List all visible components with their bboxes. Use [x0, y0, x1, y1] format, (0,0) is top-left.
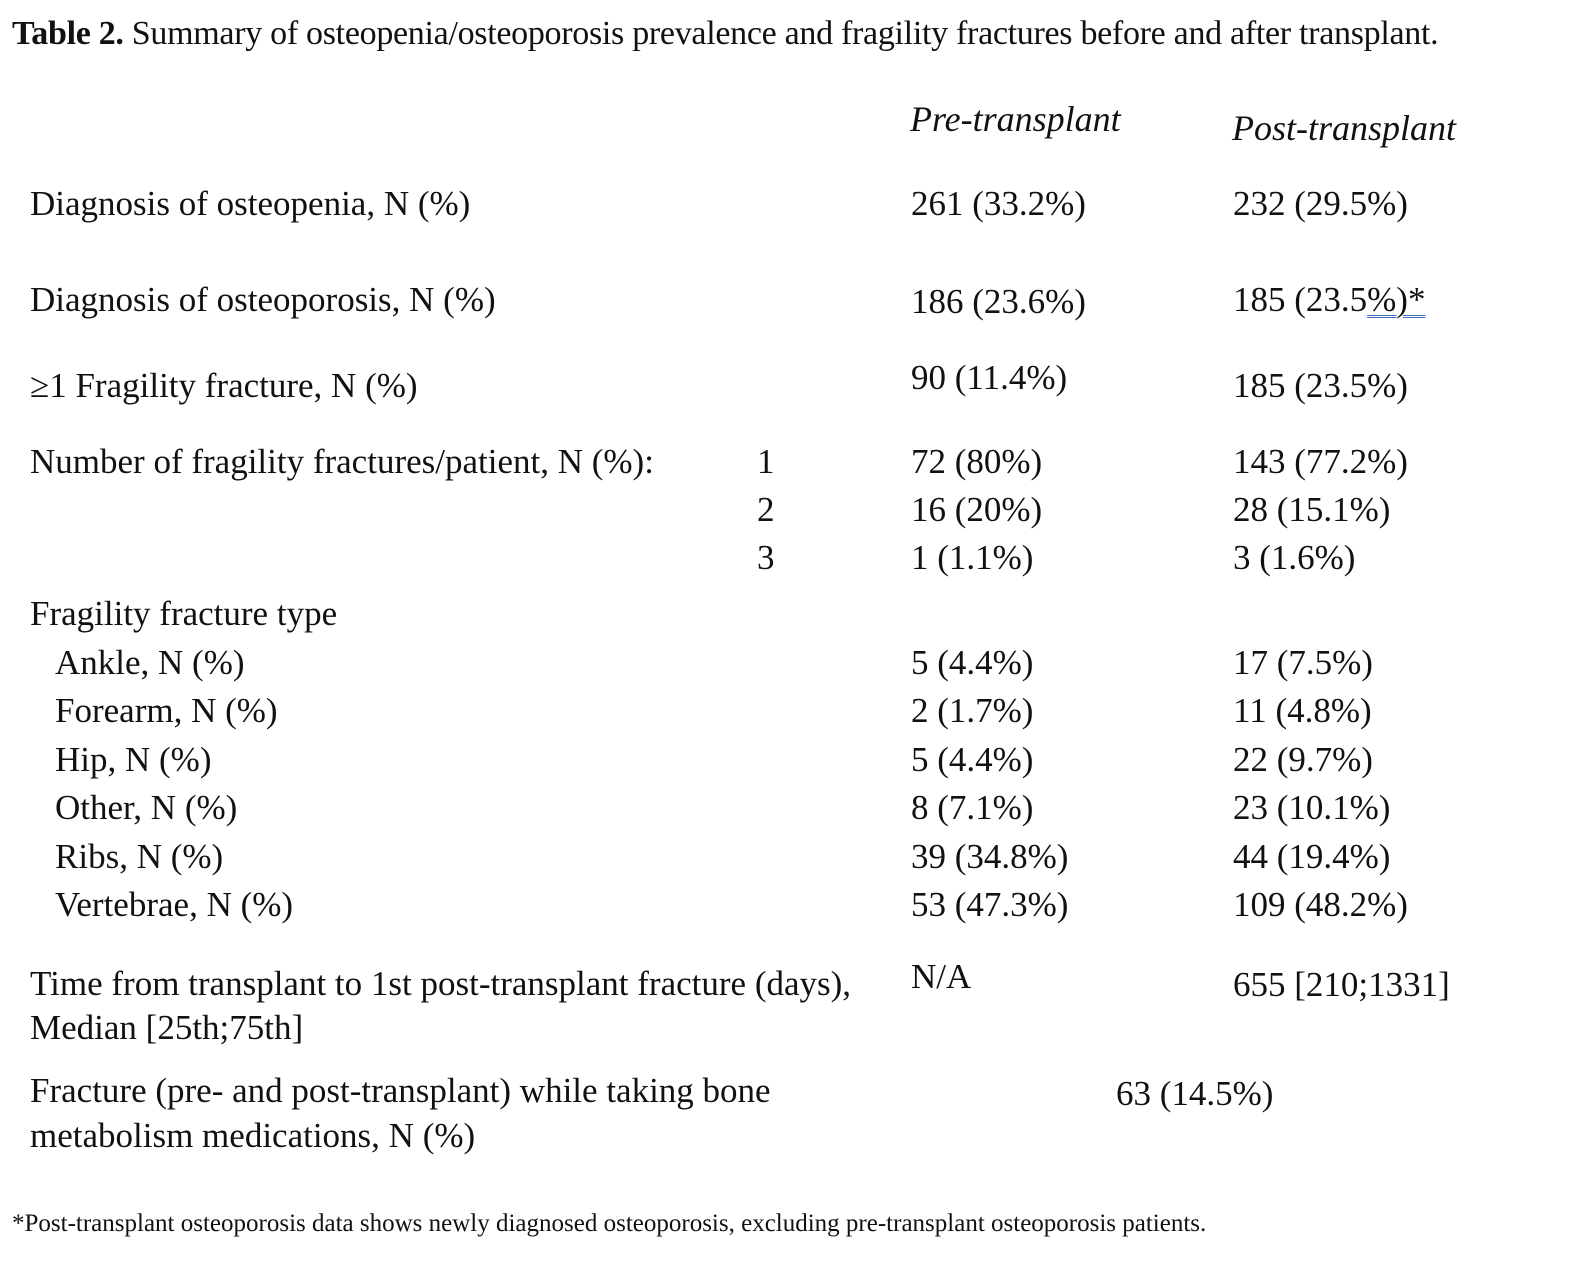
type-pre-hip: 5 (4.4%): [911, 740, 1034, 779]
type-post-forearm: 11 (4.8%): [1233, 691, 1372, 730]
row-label-meds-line1: Fracture (pre- and post-transplant) while taking bone: [30, 1071, 771, 1110]
number-count-1: 1: [757, 442, 775, 481]
row-value-meds: 63 (14.5%): [1116, 1074, 1274, 1113]
type-post-ribs: 44 (19.4%): [1233, 837, 1391, 876]
number-count-2: 2: [757, 490, 775, 529]
type-post-vertebrae: 109 (48.2%): [1233, 885, 1408, 924]
caption-text: Summary of osteopenia/osteoporosis prevalence and fragility fractures before and after transplant.: [123, 15, 1439, 52]
type-pre-forearm: 2 (1.7%): [911, 691, 1034, 730]
number-post-1: 143 (77.2%): [1233, 442, 1408, 481]
type-label-ribs: Ribs, N (%): [55, 837, 224, 876]
number-pre-1: 72 (80%): [911, 442, 1043, 481]
row-label-time-line1: Time from transplant to 1st post-transplant fracture (days),: [30, 964, 852, 1003]
row-value-osteoporosis-pre: 186 (23.6%): [911, 282, 1086, 321]
type-pre-vertebrae: 53 (47.3%): [911, 885, 1069, 924]
row-value-osteopenia-pre: 261 (33.2%): [911, 184, 1086, 223]
type-pre-ankle: 5 (4.4%): [911, 643, 1034, 682]
row-value-osteopenia-post: 232 (29.5%): [1233, 184, 1408, 223]
row-label-number: Number of fragility fractures/patient, N (%):: [30, 442, 654, 481]
row-value-osteoporosis-post: [1233, 282, 1425, 317]
type-label-other: Other, N (%): [55, 788, 238, 827]
header-post-transplant: Post-transplant: [1232, 108, 1457, 148]
row-value-time-post: 655 [210;1331]: [1233, 965, 1450, 1004]
table-caption: [12, 17, 1438, 51]
header-pre-transplant: Pre-transplant: [910, 99, 1121, 139]
number-post-3: 3 (1.6%): [1233, 538, 1356, 577]
number-pre-3: 1 (1.1%): [911, 538, 1034, 577]
row-value-fragility-pre: 90 (11.4%): [911, 358, 1068, 397]
row-label-osteopenia: Diagnosis of osteopenia, N (%): [30, 184, 471, 223]
number-count-3: 3: [757, 538, 775, 577]
type-label-ankle: Ankle, N (%): [55, 643, 245, 682]
row-value-time-pre: N/A: [911, 957, 972, 996]
osteoporosis-post-flag: %)*: [1367, 280, 1426, 319]
osteoporosis-post-main: 185 (23.5: [1233, 280, 1368, 319]
type-post-other: 23 (10.1%): [1233, 788, 1391, 827]
type-label-hip: Hip, N (%): [55, 740, 212, 779]
type-pre-ribs: 39 (34.8%): [911, 837, 1069, 876]
number-post-2: 28 (15.1%): [1233, 490, 1391, 529]
type-post-ankle: 17 (7.5%): [1233, 643, 1373, 682]
caption-label: Table 2.: [12, 15, 124, 52]
row-label-fracture-type: Fragility fracture type: [30, 594, 338, 633]
footnote: *Post-transplant osteoporosis data shows newly diagnosed osteoporosis, excluding pre-transplant osteoporosis patients.: [12, 1210, 1207, 1237]
type-post-hip: 22 (9.7%): [1233, 740, 1373, 779]
row-label-meds-line2: metabolism medications, N (%): [30, 1116, 476, 1155]
row-label-time-line2: Median [25th;75th]: [30, 1008, 304, 1047]
row-label-fragility: ≥1 Fragility fracture, N (%): [30, 366, 418, 405]
type-label-vertebrae: Vertebrae, N (%): [55, 885, 294, 924]
number-pre-2: 16 (20%): [911, 490, 1043, 529]
row-value-fragility-post: 185 (23.5%): [1233, 366, 1408, 405]
type-label-forearm: Forearm, N (%): [55, 691, 278, 730]
type-pre-other: 8 (7.1%): [911, 788, 1034, 827]
row-label-osteoporosis: Diagnosis of osteoporosis, N (%): [30, 280, 496, 319]
